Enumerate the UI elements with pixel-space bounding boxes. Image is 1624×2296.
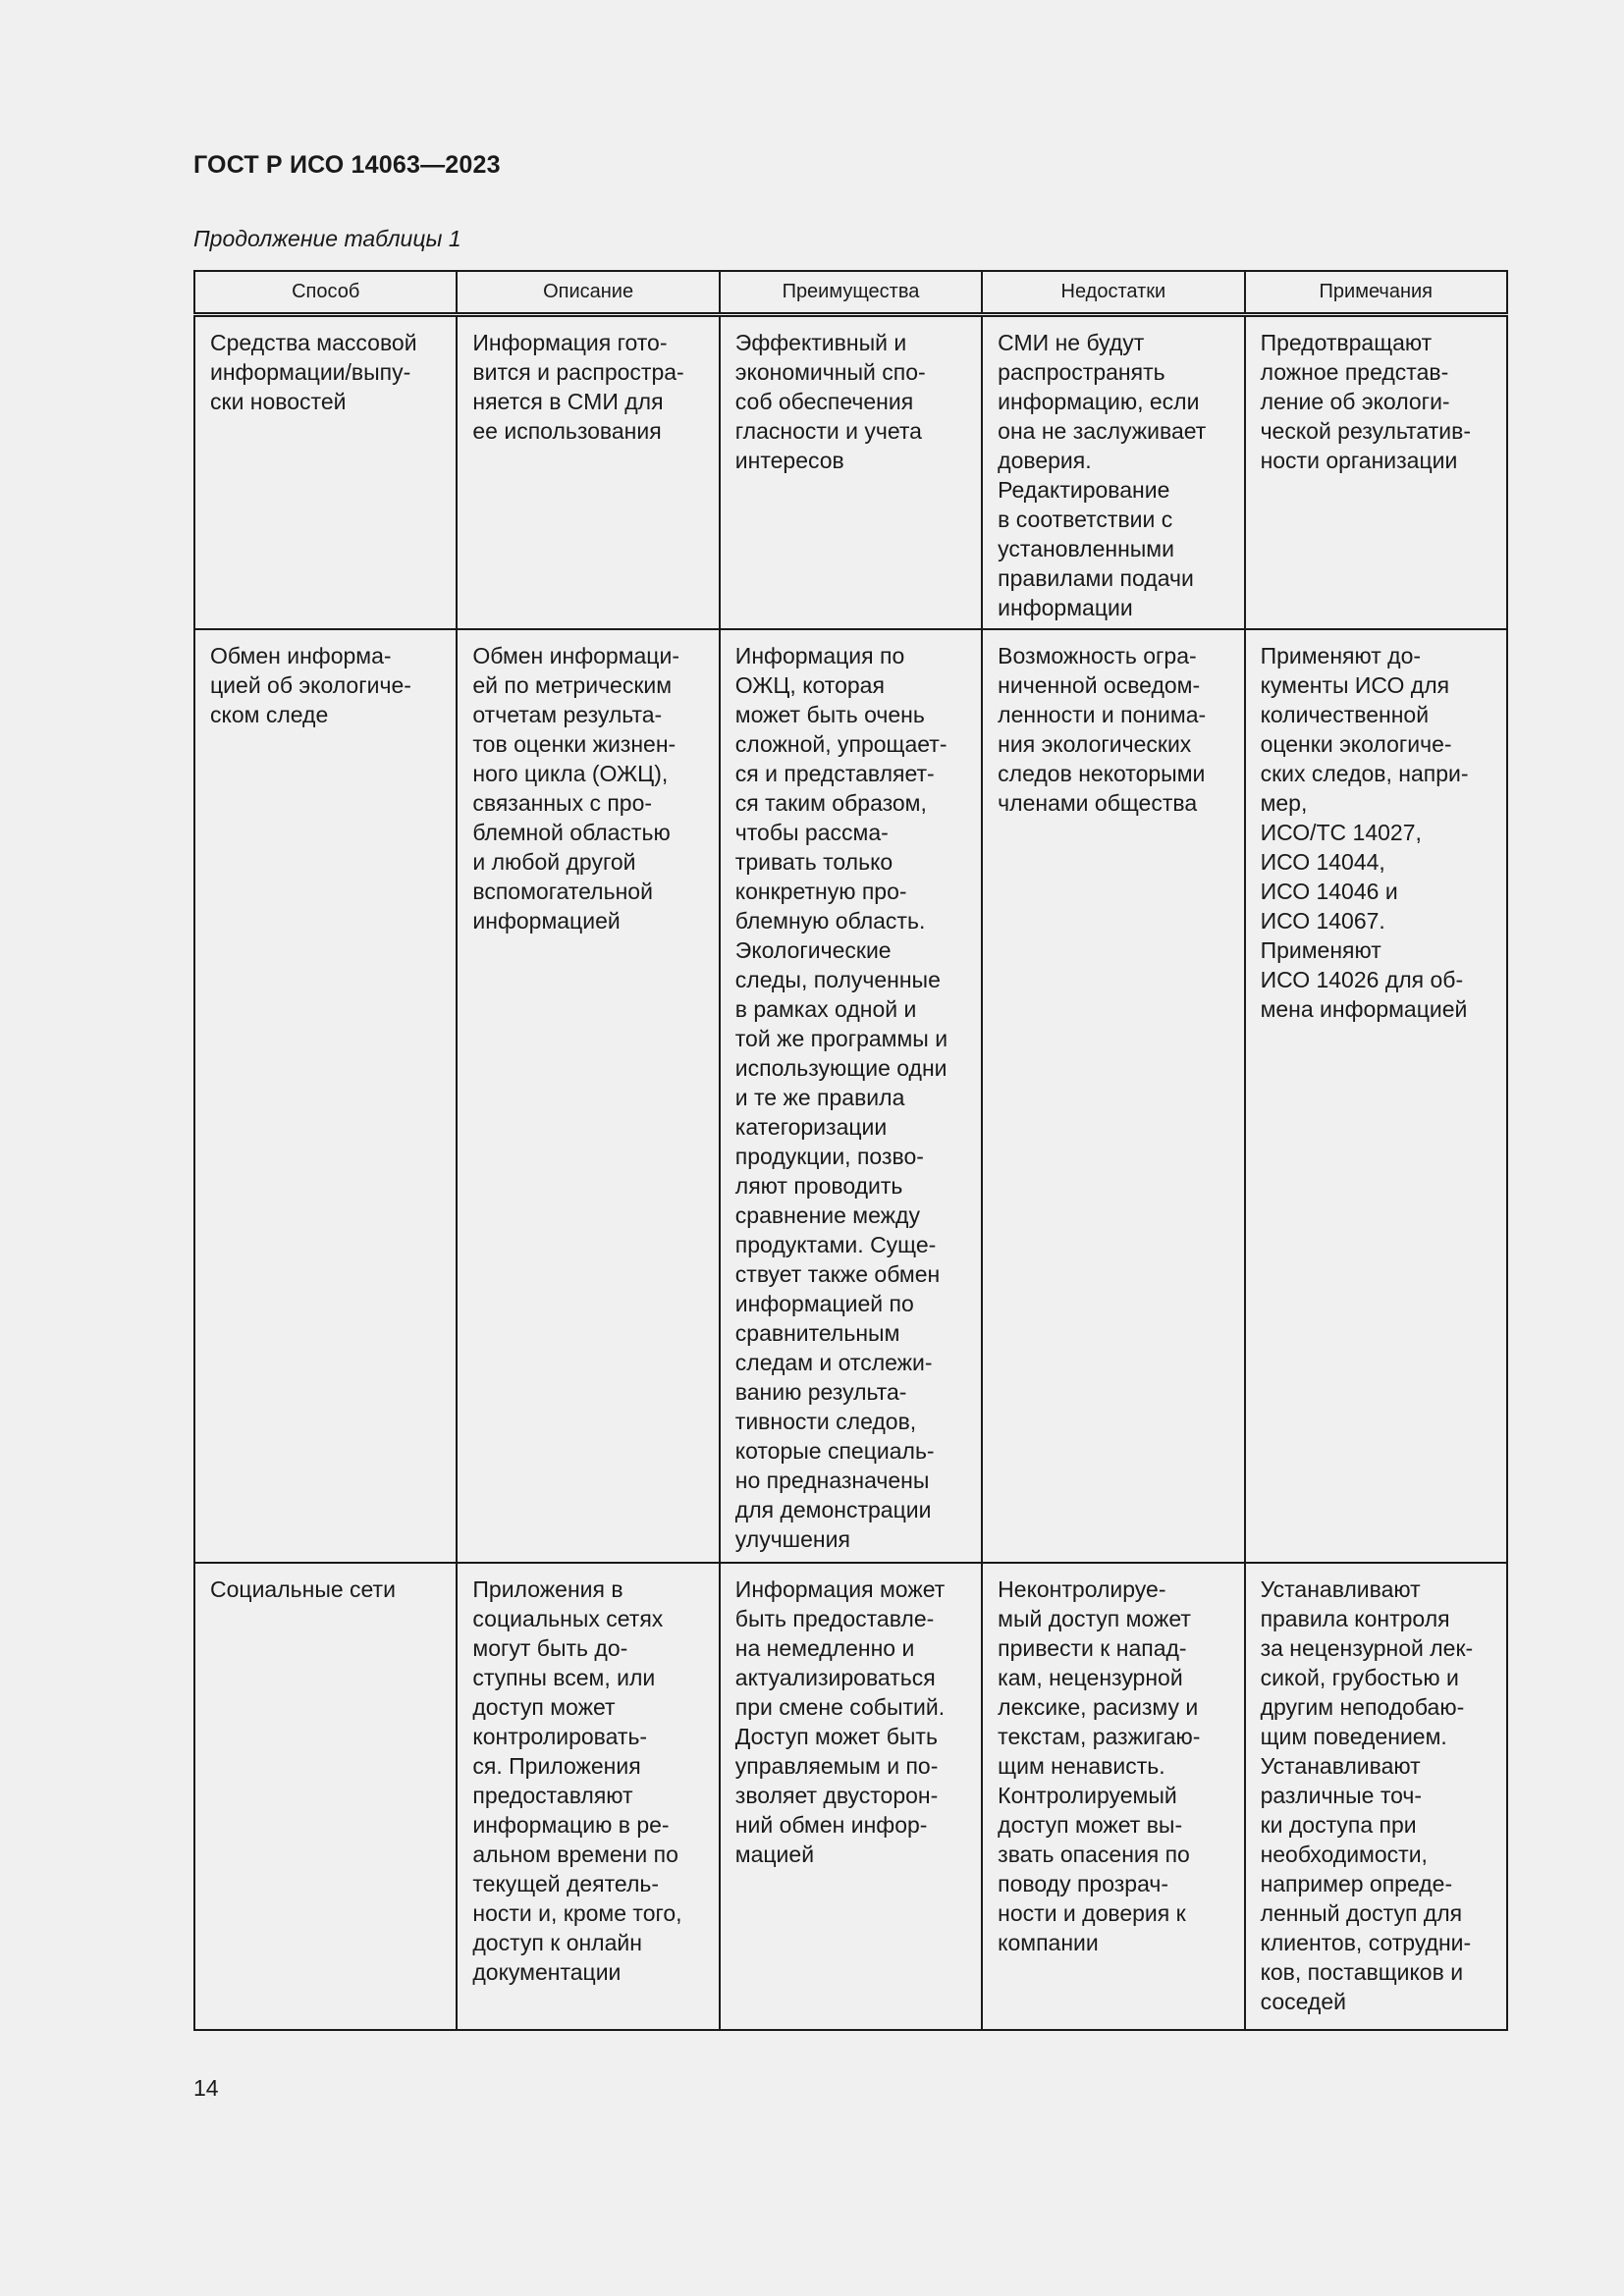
cell-text-line: которые специаль- (734, 1438, 935, 1464)
cell-text-line: ложное представ- (1260, 359, 1449, 385)
cell-text-line: информации (998, 595, 1133, 620)
cell-text-line: звать опасения по (998, 1842, 1190, 1867)
cell-text-line: при смене событий. (734, 1694, 946, 1720)
cell-text-line: отчетам результа- (472, 702, 663, 727)
cell-text-line: Эффективный и (734, 330, 907, 355)
cell-disadvantages (982, 629, 1244, 1563)
cell-text-line: на немедленно и (734, 1635, 915, 1661)
cell-text-line: СМИ не будут (998, 330, 1145, 355)
cell-text-line: экономичный спо- (734, 359, 926, 385)
cell-text-line: правила контроля (1260, 1606, 1450, 1631)
cell-text-line: другим неподобаю- (1260, 1694, 1465, 1720)
cell-text-line: ниченной осведом- (998, 672, 1201, 698)
cell-text-line: следам и отслежи- (734, 1350, 933, 1375)
cell-text-line: ности и доверия к (998, 1900, 1186, 1926)
cell-text-line: клиентов, сотрудни- (1260, 1930, 1472, 1955)
cell-text-line: ния экологических (998, 731, 1192, 757)
cell-text-line: мена информацией (1260, 996, 1468, 1022)
cell-text-line: сложной, упрощает- (734, 731, 947, 757)
cell-advantages (720, 629, 982, 1563)
cell-text-line: доступ к онлайн (472, 1930, 642, 1955)
cell-text-line: предоставляют (472, 1783, 633, 1808)
cell-text-line: членами общества (998, 790, 1198, 816)
cell-text-line: лексике, расизму и (998, 1694, 1199, 1720)
cell-text-line: ских следов, напри- (1260, 761, 1469, 786)
cell-text-line: текстам, разжигаю- (998, 1724, 1201, 1749)
cell-text-line: тривать только (734, 849, 893, 875)
cell-text-line: информацию, если (998, 389, 1200, 414)
cell-text-line: продукции, позво- (734, 1144, 924, 1169)
cell-text-line: Доступ может быть (734, 1724, 938, 1749)
cell-text-line: управляемым и по- (734, 1753, 939, 1779)
cell-text-line: сравнительным (734, 1320, 900, 1346)
cell-text-line: Информация может (734, 1576, 946, 1602)
column-header-advantages: Преимущества (720, 271, 982, 315)
cell-text-line: гласности и учета (734, 418, 922, 444)
cell-text-line: соседей (1260, 1989, 1346, 2014)
cell-text-line: ков, поставщиков и (1260, 1959, 1464, 1985)
column-header-disadvantages: Недостатки (982, 271, 1244, 315)
cell-text-line: Обмен информаци- (472, 643, 679, 668)
cell-text-line: ляют проводить (734, 1173, 903, 1199)
cell-text-line: различные точ- (1260, 1783, 1423, 1808)
cell-text-line: Контролируемый (998, 1783, 1177, 1808)
cell-text-line: кументы ИСО для (1260, 672, 1450, 698)
cell-text-line: привести к напад- (998, 1635, 1187, 1661)
cell-text-line: ности и, кроме того, (472, 1900, 682, 1926)
cell-text-line: няется в СМИ для (472, 389, 664, 414)
cell-text-line: Приложения в (472, 1576, 623, 1602)
cell-text-line: ки доступа при (1260, 1812, 1417, 1838)
cell-text-line: Редактирование (998, 477, 1170, 503)
cell-text-line: Обмен информа- (210, 643, 392, 668)
cell-text-line: Применяют (1260, 937, 1381, 963)
cell-text-line: установленными (998, 536, 1174, 561)
cell-notes (1245, 629, 1507, 1563)
cell-text-line: ний обмен инфор- (734, 1812, 928, 1838)
cell-text-line: и любой другой (472, 849, 636, 875)
cell-text-line: ступны всем, или (472, 1665, 656, 1690)
cell-text-line: Неконтролируе- (998, 1576, 1166, 1602)
cell-text-line: информацию в ре- (472, 1812, 670, 1838)
cell-text-line: вится и распростра- (472, 359, 684, 385)
cell-text-line: щим ненависть. (998, 1753, 1165, 1779)
cell-text-line: Возможность огра- (998, 643, 1197, 668)
cell-text-line: интересов (734, 448, 844, 473)
cell-text-line: Информация по (734, 643, 905, 668)
cell-text-line: текущей деятель- (472, 1871, 660, 1896)
cell-text-line: вспомогательной (472, 879, 653, 904)
cell-text-line: блемной областью (472, 820, 671, 845)
table-row (194, 315, 1507, 630)
cell-text-line: ИСО 14046 и (1260, 879, 1398, 904)
cell-text-line: ОЖЦ, которая (734, 672, 885, 698)
page-number: 14 (193, 2075, 219, 2101)
cell-text-line: чтобы рассма- (734, 820, 889, 845)
cell-text-line: соб обеспечения (734, 389, 914, 414)
cell-text-line: ся таким образом, (734, 790, 927, 816)
cell-text-line: Информация гото- (472, 330, 668, 355)
cell-text-line: использующие одни (734, 1055, 947, 1081)
table-row (194, 1563, 1507, 2030)
cell-description (457, 629, 719, 1563)
cell-disadvantages (982, 1563, 1244, 2030)
cell-text-line: ИСО 14026 для об- (1260, 967, 1464, 992)
cell-text-line: распространять (998, 359, 1165, 385)
cell-text-line: ИСО 14067. (1260, 908, 1385, 934)
cell-text-line: для демонстрации (734, 1497, 932, 1522)
cell-text-line: компании (998, 1930, 1099, 1955)
cell-text-line: в соответствии с (998, 507, 1173, 532)
cell-text-line: связанных с про- (472, 790, 653, 816)
cell-text-line: мацией (734, 1842, 815, 1867)
cell-text-line: быть предоставле- (734, 1606, 935, 1631)
column-header-description: Описание (457, 271, 719, 315)
cell-text-line: ление об экологи- (1260, 389, 1450, 414)
cell-advantages (720, 1563, 982, 2030)
cell-text-line: она не заслуживает (998, 418, 1207, 444)
cell-text-line: ся и представляет- (734, 761, 935, 786)
cell-text-line: Социальные сети (210, 1576, 396, 1602)
cell-text-line: актуализироваться (734, 1665, 936, 1690)
cell-text-line: но предназначены (734, 1468, 930, 1493)
cell-text-line: могут быть до- (472, 1635, 628, 1661)
cell-text-line: количественной (1260, 702, 1430, 727)
cell-description (457, 315, 719, 630)
cell-text-line: необходимости, (1260, 1842, 1428, 1867)
cell-text-line: Применяют до- (1260, 643, 1422, 668)
document-title: ГОСТ Р ИСО 14063—2023 (193, 151, 501, 179)
cell-text-line: например опреде- (1260, 1871, 1453, 1896)
cell-text-line: информацией по (734, 1291, 914, 1316)
cell-method (194, 315, 457, 630)
cell-text-line: контролировать- (472, 1724, 648, 1749)
cell-text-line: социальных сетях (472, 1606, 664, 1631)
cell-disadvantages (982, 315, 1244, 630)
cell-text-line: ленности и понима- (998, 702, 1207, 727)
cell-text-line: поводу прозрач- (998, 1871, 1169, 1896)
cell-advantages (720, 315, 982, 630)
cell-text-line: ском следе (210, 702, 329, 727)
cell-text-line: ей по метрическим (472, 672, 673, 698)
cell-text-line: в рамках одной и (734, 996, 917, 1022)
column-header-method: Способ (194, 271, 457, 315)
cell-text-line: блемную область. (734, 908, 926, 934)
cell-text-line: сикой, грубостью и (1260, 1665, 1459, 1690)
cell-text-line: правилами подачи (998, 565, 1194, 591)
table-row (194, 629, 1507, 1563)
cell-text-line: следы, полученные (734, 967, 941, 992)
cell-text-line: цией об экологиче- (210, 672, 411, 698)
cell-text-line: щим поведением. (1260, 1724, 1447, 1749)
cell-text-line: ствует также обмен (734, 1261, 941, 1287)
cell-notes (1245, 1563, 1507, 2030)
cell-text-line: продуктами. Суще- (734, 1232, 937, 1257)
cell-text-line: ванию результа- (734, 1379, 907, 1405)
cell-text-line: Предотвращают (1260, 330, 1433, 355)
cell-method (194, 629, 457, 1563)
cell-text-line: тов оценки жизнен- (472, 731, 677, 757)
cell-notes (1245, 315, 1507, 630)
cell-text-line: ИСО 14044, (1260, 849, 1385, 875)
cell-text-line: ности организации (1260, 448, 1458, 473)
comparison-table (193, 270, 1508, 2031)
cell-text-line: доступ может вы- (998, 1812, 1183, 1838)
cell-text-line: документации (472, 1959, 622, 1985)
cell-text-line: информации/выпу- (210, 359, 411, 385)
cell-description (457, 1563, 719, 2030)
cell-text-line: ленный доступ для (1260, 1900, 1463, 1926)
cell-text-line: зволяет двусторон- (734, 1783, 939, 1808)
cell-text-line: ся. Приложения (472, 1753, 641, 1779)
cell-text-line: улучшения (734, 1526, 850, 1552)
cell-text-line: следов некоторыми (998, 761, 1206, 786)
cell-text-line: кам, нецензурной (998, 1665, 1183, 1690)
table-caption: Продолжение таблицы 1 (193, 226, 461, 251)
cell-text-line: доверия. (998, 448, 1092, 473)
cell-text-line: Устанавливают (1260, 1576, 1421, 1602)
table-header-row (194, 271, 1507, 315)
cell-text-line: мер, (1260, 790, 1308, 816)
cell-text-line: мый доступ может (998, 1606, 1191, 1631)
cell-text-line: конкретную про- (734, 879, 907, 904)
cell-text-line: сравнение между (734, 1202, 920, 1228)
cell-text-line: доступ может (472, 1694, 616, 1720)
cell-text-line: ее использования (472, 418, 662, 444)
column-header-notes: Примечания (1245, 271, 1507, 315)
cell-text-line: за нецензурной лек- (1260, 1635, 1474, 1661)
cell-text-line: тивности следов, (734, 1409, 917, 1434)
cell-text-line: ческой результатив- (1260, 418, 1471, 444)
cell-method (194, 1563, 457, 2030)
cell-text-line: оценки экологиче- (1260, 731, 1452, 757)
cell-text-line: категоризации (734, 1114, 888, 1140)
cell-text-line: ного цикла (ОЖЦ), (472, 761, 669, 786)
cell-text-line: информацией (472, 908, 621, 934)
cell-text-line: Экологические (734, 937, 892, 963)
cell-text-line: может быть очень (734, 702, 925, 727)
cell-text-line: ИСО/ТС 14027, (1260, 820, 1422, 845)
cell-text-line: той же программы и (734, 1026, 948, 1051)
cell-text-line: и те же правила (734, 1085, 905, 1110)
cell-text-line: альном времени по (472, 1842, 678, 1867)
cell-text-line: Устанавливают (1260, 1753, 1421, 1779)
cell-text-line: Средства массовой (210, 330, 417, 355)
cell-text-line: ски новостей (210, 389, 347, 414)
